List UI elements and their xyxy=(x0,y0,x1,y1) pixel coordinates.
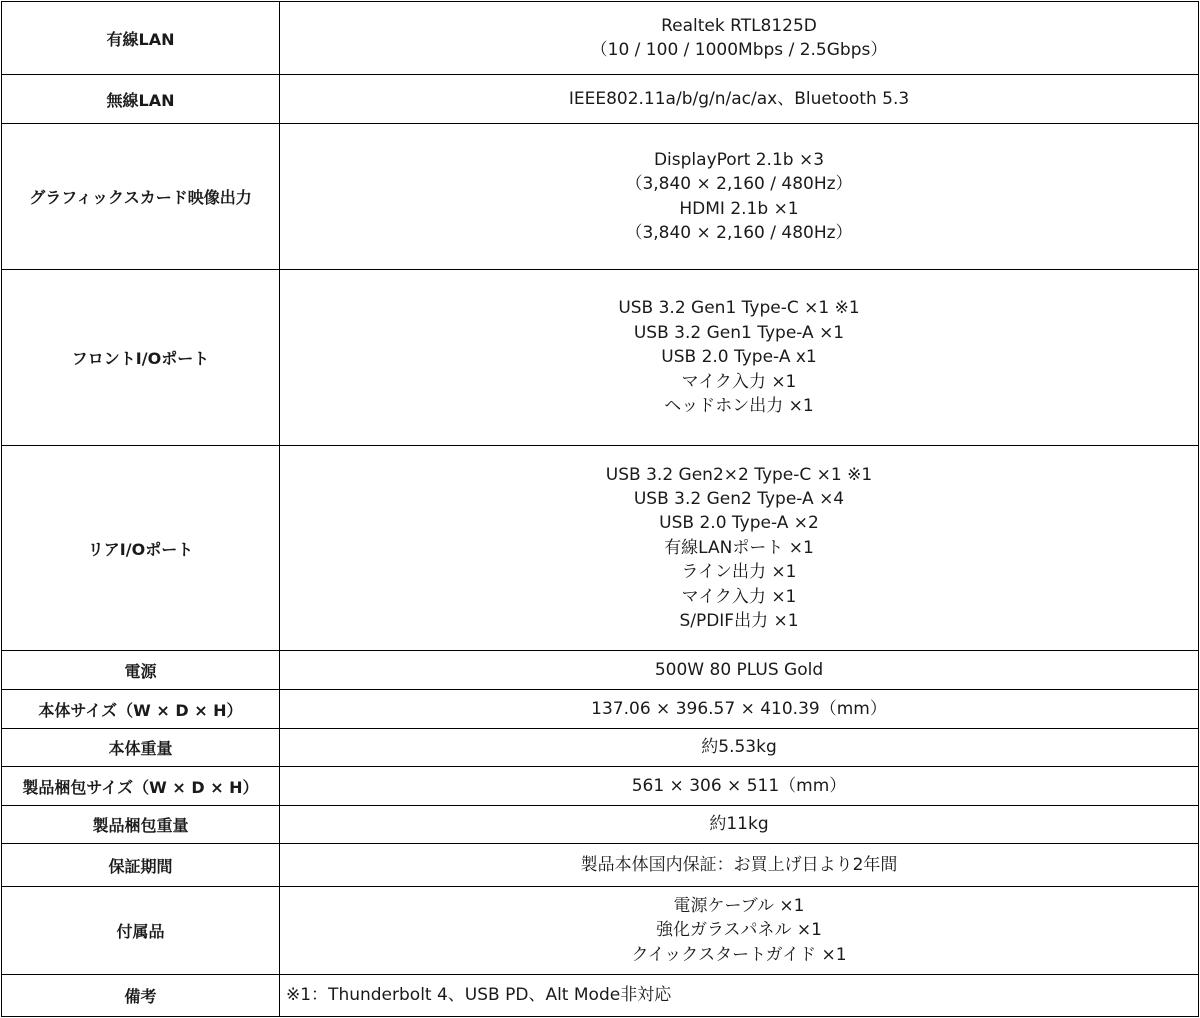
spec-row-warranty xyxy=(2,844,1199,887)
value-line: マイク入力 ×1 xyxy=(681,371,797,392)
spec-row-front-io xyxy=(2,270,1199,446)
spec-row-package-weight xyxy=(2,806,1199,844)
value-line: Realtek RTL8125D xyxy=(661,15,817,36)
row-value xyxy=(280,75,1199,124)
value-line: USB 3.2 Gen2 Type-A ×4 xyxy=(633,488,845,509)
value-line: （10 / 100 / 1000Mbps / 2.5Gbps） xyxy=(590,40,888,60)
row-value xyxy=(280,690,1199,729)
value-line: マイク入力 ×1 xyxy=(681,586,797,607)
spec-row-wireless-lan xyxy=(2,75,1199,124)
value-line: USB 3.2 Gen2×2 Type-C ×1 ※1 xyxy=(605,464,873,485)
row-label: 本体サイズ（W × D × H） xyxy=(2,690,280,729)
row-value xyxy=(280,651,1199,690)
row-value xyxy=(280,806,1199,844)
row-label: 本体重量 xyxy=(2,729,280,767)
row-value xyxy=(280,844,1199,887)
spec-row-body-weight xyxy=(2,729,1199,767)
value-line: （3,840 × 2,160 / 480Hz） xyxy=(625,222,853,243)
value-line: IEEE802.11a/b/g/n/ac/ax、Bluetooth 5.3 xyxy=(568,88,910,109)
row-value xyxy=(280,729,1199,767)
row-label: 有線LAN xyxy=(2,2,280,75)
value-line: 561 × 306 × 511（mm） xyxy=(631,775,847,796)
value-line: USB 3.2 Gen1 Type-C ×1 ※1 xyxy=(618,298,860,319)
value-line: 137.06 × 396.57 × 410.39（mm） xyxy=(591,698,887,719)
value-line: USB 2.0 Type-A x1 xyxy=(661,347,817,368)
row-value xyxy=(280,270,1199,446)
row-label: 付属品 xyxy=(2,887,280,975)
value-line: 強化ガラスパネル ×1 xyxy=(656,920,822,941)
value-line: 約11kg xyxy=(709,814,769,835)
row-value xyxy=(280,767,1199,806)
row-value xyxy=(280,2,1199,75)
row-label: 備考 xyxy=(2,975,280,1017)
row-label: 無線LAN xyxy=(2,75,280,124)
row-value xyxy=(280,975,1199,1017)
value-line: 有線LANポート ×1 xyxy=(664,537,814,558)
spec-row-remarks xyxy=(2,975,1199,1017)
spec-row-package-size xyxy=(2,767,1199,806)
spec-row-graphics-output xyxy=(2,124,1199,270)
row-value xyxy=(280,887,1199,975)
row-value xyxy=(280,124,1199,270)
value-line: 製品本体国内保証：お買上げ日より2年間 xyxy=(580,854,898,875)
value-line: （3,840 × 2,160 / 480Hz） xyxy=(625,174,853,195)
value-line: ヘッドホン出力 ×1 xyxy=(664,396,814,417)
row-label: 保証期間 xyxy=(2,844,280,887)
row-label: 電源 xyxy=(2,651,280,690)
value-line: ※1：Thunderbolt 4、USB PD、Alt Mode非対応 xyxy=(286,985,672,1006)
spec-row-wired-lan xyxy=(2,2,1199,75)
value-line: 約5.53kg xyxy=(701,737,777,758)
value-line: USB 3.2 Gen1 Type-A ×1 xyxy=(633,322,845,343)
value-line: HDMI 2.1b ×1 xyxy=(679,198,799,219)
spec-row-body-size xyxy=(2,690,1199,729)
spec-row-power xyxy=(2,651,1199,690)
value-line: 電源ケーブル ×1 xyxy=(673,895,805,916)
row-label: フロントI/Oポート xyxy=(2,270,280,446)
spec-table xyxy=(1,1,1199,1017)
value-line: クイックスタートガイド ×1 xyxy=(631,944,847,965)
value-line: 500W 80 PLUS Gold xyxy=(654,659,824,680)
row-value xyxy=(280,446,1199,651)
value-line: ライン出力 ×1 xyxy=(681,562,797,583)
row-label: グラフィックスカード映像出力 xyxy=(2,124,280,270)
value-line: DisplayPort 2.1b ×3 xyxy=(653,149,825,170)
row-label: 製品梱包サイズ（W × D × H） xyxy=(2,767,280,806)
value-line: S/PDIF出力 ×1 xyxy=(679,611,799,632)
value-line: USB 2.0 Type-A ×2 xyxy=(659,513,819,534)
spec-row-rear-io xyxy=(2,446,1199,651)
spec-row-accessories xyxy=(2,887,1199,975)
row-label: 製品梱包重量 xyxy=(2,806,280,844)
row-label: リアI/Oポート xyxy=(2,446,280,651)
